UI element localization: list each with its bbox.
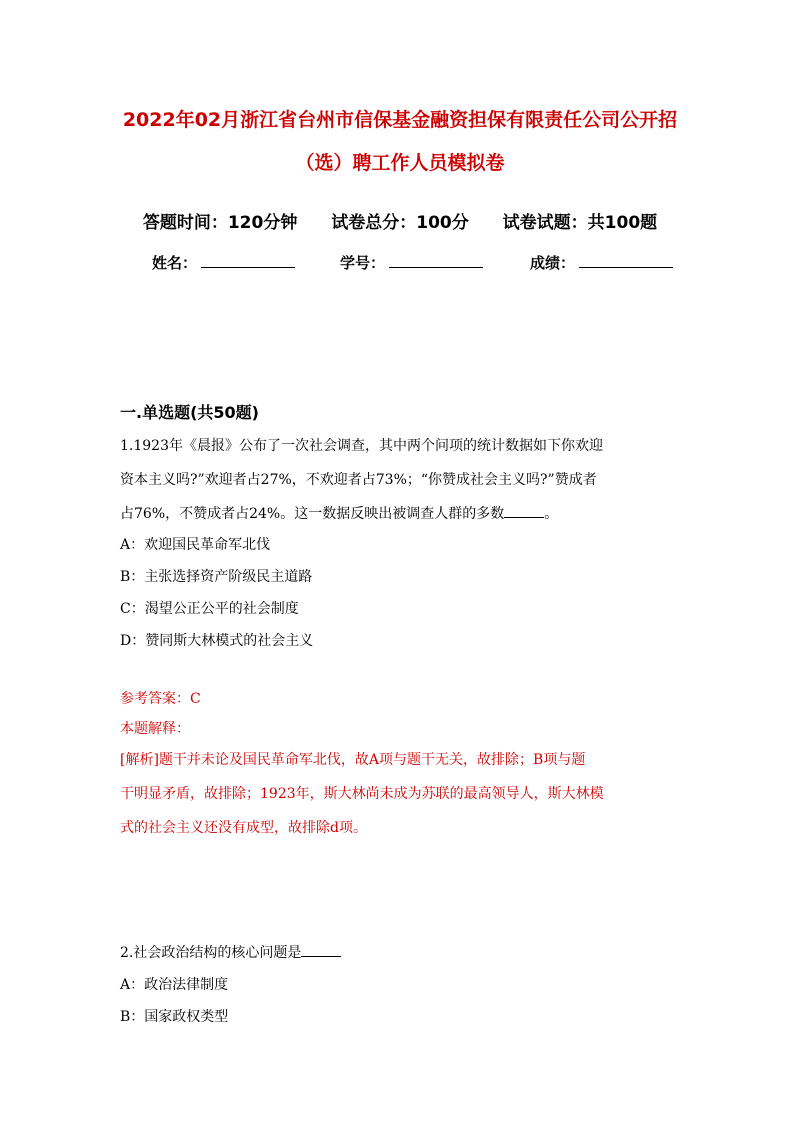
question-1-line3 bbox=[120, 498, 680, 530]
id-field bbox=[340, 252, 483, 273]
question-2-option-b: B：国家政权类型 bbox=[120, 1009, 229, 1025]
question-1-answer: 参考答案：C bbox=[120, 691, 201, 707]
question-1-explain-label: 本题解释： bbox=[120, 721, 190, 737]
question-1-option-a: A：欢迎国民革命军北伐 bbox=[120, 537, 271, 553]
document-title-line2: （选）聘工作人员模拟卷 bbox=[295, 152, 505, 174]
grade-field bbox=[530, 252, 673, 273]
question-1-option-b: B：主张选择资产阶级民主道路 bbox=[120, 569, 313, 585]
exam-question-count: 试卷试题：共100题 bbox=[502, 213, 658, 233]
name-label: 姓名： bbox=[152, 254, 198, 272]
question-1-explain-line1: [解析]题干并未论及国民革命军北伐，故A项与题干无关，故排除；B项与题 bbox=[120, 752, 586, 768]
question-2-text: 2.社会政治结构的核心问题是 bbox=[120, 945, 302, 961]
id-blank bbox=[389, 253, 483, 268]
id-label: 学号： bbox=[340, 254, 386, 272]
question-1-line3-end: 。 bbox=[544, 506, 559, 522]
answer-blank bbox=[301, 944, 341, 957]
grade-label: 成绩： bbox=[530, 254, 576, 272]
question-1-option-d: D：赞同斯大林模式的社会主义 bbox=[120, 633, 314, 649]
question-1-explain-line3: 式的社会主义还没有成型，故排除d项。 bbox=[120, 820, 367, 836]
question-1-line1: 1.1923年《晨报》公布了一次社会调查，其中两个问项的统计数据如下你欢迎 bbox=[120, 438, 603, 454]
answer-blank bbox=[504, 505, 544, 518]
exam-total-score: 试卷总分：100分 bbox=[331, 213, 469, 233]
name-blank bbox=[201, 253, 295, 268]
grade-blank bbox=[579, 253, 673, 268]
section-heading: 一.单选题(共50题) bbox=[120, 403, 259, 422]
exam-time: 答题时间：120分钟 bbox=[142, 213, 298, 233]
question-1-explain-line2: 干明显矛盾，故排除；1923年，斯大林尚未成为苏联的最高领导人，斯大林模 bbox=[120, 786, 604, 802]
document-title-line1: 2022年02月浙江省台州市信保基金融资担保有限责任公司公开招 bbox=[122, 109, 678, 131]
question-2-line1 bbox=[120, 942, 341, 962]
name-field bbox=[152, 252, 295, 273]
question-2-option-a: A：政治法律制度 bbox=[120, 977, 229, 993]
exam-meta bbox=[0, 208, 800, 233]
question-1-option-c: C：渴望公正公平的社会制度 bbox=[120, 601, 299, 617]
question-1-line3-text: 占76%，不赞成者占24%。这一数据反映出被调查人群的多数 bbox=[120, 506, 505, 522]
question-1-line2: 资本主义吗?”欢迎者占27%，不欢迎者占73%；“你赞成社会主义吗?”赞成者 bbox=[120, 472, 597, 488]
